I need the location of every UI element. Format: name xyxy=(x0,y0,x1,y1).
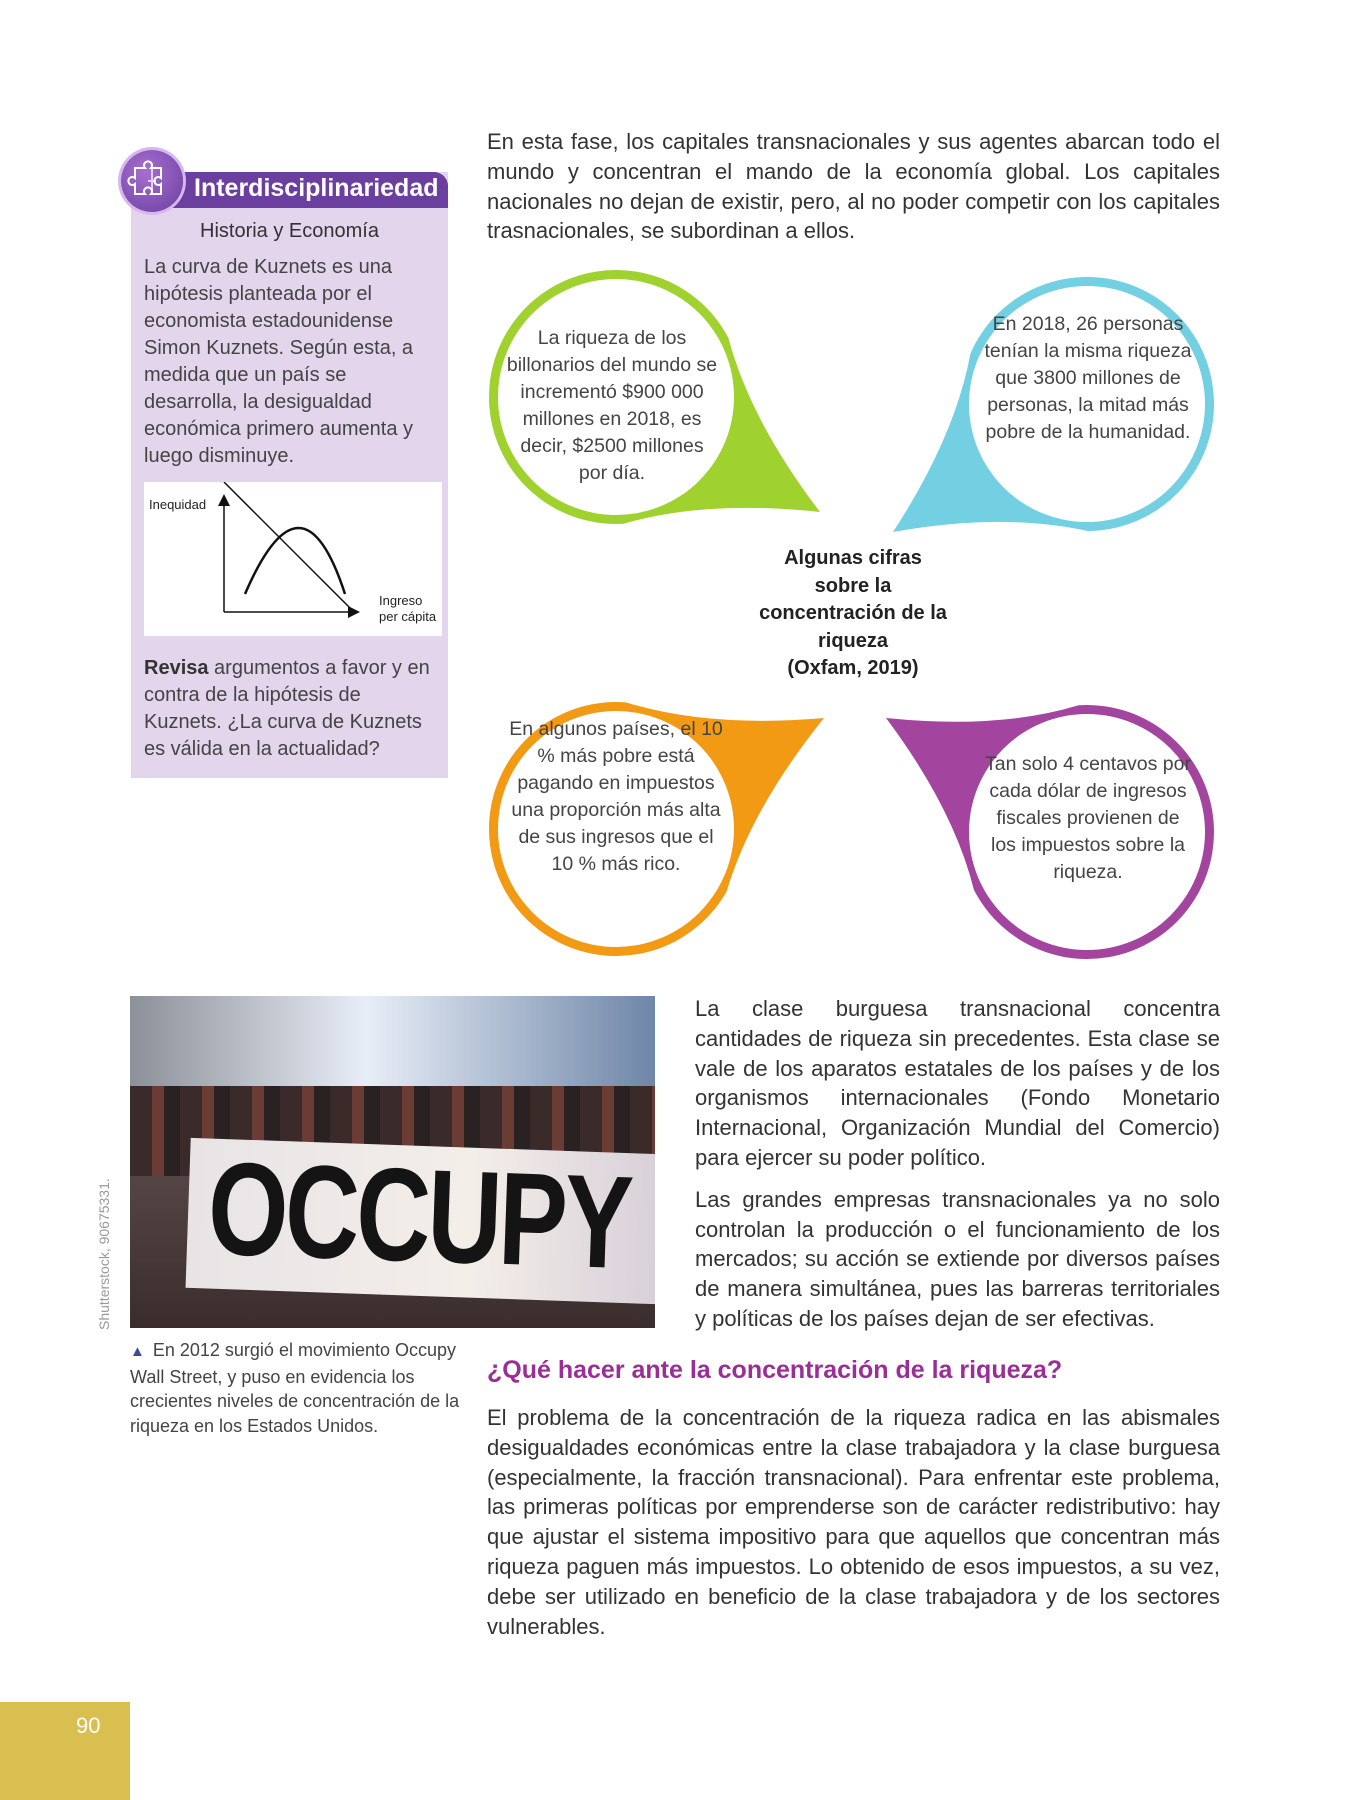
bubble-poorest-taxes: En algunos países, el 10 % más pobre está pagando en impuestos una proporción más alta de sus ingresos que el 10 % más rico. xyxy=(509,718,723,875)
paragraph-transnational-companies: Las grandes empresas transnacionales ya no solo controlan la producción o el funcionamiento de los mercados; su acción se extiende por diversos países de manera simultánea, pues las barreras territoriales y políticas de los países dejan de ser efectivas. xyxy=(695,1186,1220,1331)
bubble-26-people: En 2018, 26 personas tenían la misma riqueza que 3800 millones de personas, la mitad más pobre de la humanidad. xyxy=(984,313,1192,443)
page-number: 90 xyxy=(76,1713,101,1738)
center-line: Algunas cifras xyxy=(784,547,922,569)
bubble-billionaires: La riqueza de los billonarios del mundo se incrementó $900 000 millones en 2018, es decir, $2500 millones por día. xyxy=(506,327,718,484)
section-heading: ¿Qué hacer ante la concentración de la riqueza? xyxy=(487,1356,1063,1384)
interdisciplinary-subtitle: Historia y Economía xyxy=(200,220,379,242)
photo-credit: Shutterstock, 90675331. xyxy=(96,1178,112,1330)
photo-caption xyxy=(130,1338,460,1438)
intro-paragraph: En esta fase, los capitales transnacionales y sus agentes abarcan todo el mundo y concentran el mando de la economía global. Los capitales nacionales no dejan de existir, pero, al no poder competir con los capitales trasnacionales, se subordinan a ellos. xyxy=(487,129,1220,244)
center-line: concentración de la xyxy=(759,602,947,624)
interdisciplinary-title: Interdisciplinariedad xyxy=(194,174,439,202)
center-line: sobre la xyxy=(814,574,892,597)
banner-text: OCCUPY xyxy=(205,1134,633,1297)
caption-text: En 2012 surgió el movimiento Occupy Wall Street, y puso en evidencia los crecientes niveles de concentración de la riqueza en los Estados Unidos. xyxy=(130,1340,460,1436)
bubble-wealth-taxes: Tan solo 4 centavos por cada dólar de ingresos fiscales provienen de los impuestos sobre la riqueza. xyxy=(985,753,1191,883)
center-line: (Oxfam, 2019) xyxy=(787,657,919,679)
body-paragraphs xyxy=(695,994,1220,1334)
section-paragraph: El problema de la concentración de la riqueza radica en las abismales desigualdades económicas entre la clase trabajadora y la clase burguesa (especialmente, la fracción transnacional). Para enfrentar este problema, las primeras políticas por emprenderse son de carácter redistributivo: hay que ajustar el sistema impositivo para que aquellos que concentran más riqueza paguen más impuestos. Lo obtenido de esos impuestos, a su vez, debe ser utilizado en beneficio de la clase trabajadora y de los sectores vulnerables. xyxy=(487,1405,1220,1639)
occupy-banner xyxy=(186,1134,655,1304)
task-verb: Revisa xyxy=(144,657,209,679)
center-line: riqueza xyxy=(817,629,889,652)
y-axis-label: Inequidad xyxy=(149,497,207,512)
occupy-protest-photo xyxy=(130,996,655,1328)
x-axis-label-1: Ingreso xyxy=(379,593,423,608)
triangle-icon: ▲ xyxy=(130,1343,145,1360)
x-axis-label-2: per cápita xyxy=(379,609,437,624)
diagram-center-title xyxy=(743,545,963,683)
page-number-tab xyxy=(0,1702,130,1800)
interdisciplinary-body: La curva de Kuznets es una hipótesis planteada por el economista estadounidense Simon Kuznets. Según esta, a medida que un país se desarrolla, la desigualdad económica primero aumenta y luego disminuye. xyxy=(144,256,414,467)
task-text: argumentos a favor y en contra de la hipótesis de Kuznets. ¿La curva de Kuznets es válida en la actualidad? xyxy=(144,657,430,760)
paragraph-bourgeois-class: La clase burguesa transnacional concentra cantidades de riqueza sin precedentes. Esta clase se vale de los aparatos estatales de los países y de los organismos internacionales (Fondo Monetario Internacional, Organización Mundial del Comercio) para ejercer su poder político. xyxy=(695,996,1220,1170)
